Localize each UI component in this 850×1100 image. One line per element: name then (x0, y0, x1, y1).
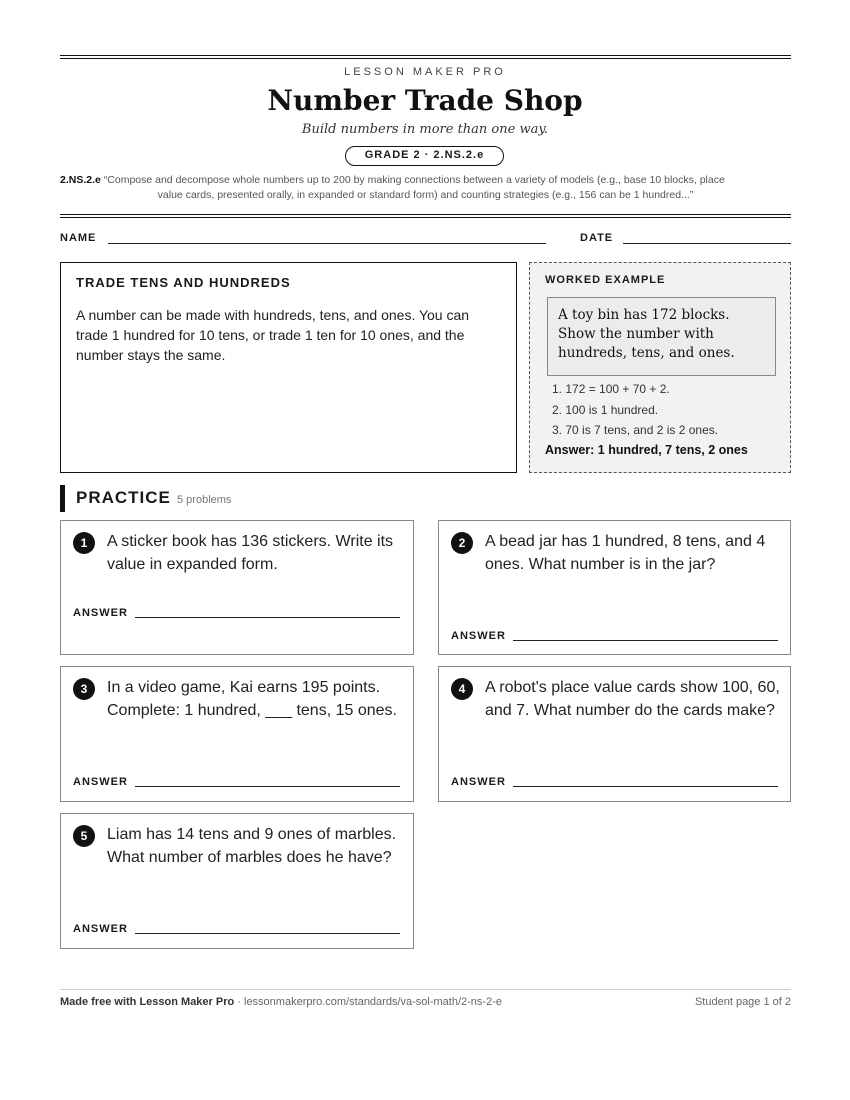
problem-card-4 (438, 666, 791, 802)
answer-line-1[interactable] (135, 617, 400, 618)
answer-label: ANSWER (73, 607, 128, 619)
problem-text: A bead jar has 1 hundred, 8 tens, and 4 ones. What number is in the jar? (485, 533, 766, 573)
answer-line-3[interactable] (135, 786, 400, 787)
problem-text: Liam has 14 tens and 9 ones of marbles. What number of marbles does he have? (107, 826, 397, 866)
standard-description (60, 173, 791, 203)
worked-example-problem: A toy bin has 172 blocks. Show the number with hundreds, tens, and ones. (547, 297, 776, 376)
concept-box (60, 262, 517, 473)
standard-code: 2.NS.2.e (60, 174, 101, 186)
worked-example-steps (552, 379, 718, 441)
worked-step: 3. 70 is 7 tens, and 2 is 2 ones. (552, 423, 719, 437)
footer-credit (60, 996, 502, 1008)
practice-count: 5 problems (177, 494, 232, 506)
date-label: DATE (580, 232, 614, 244)
problem-number-badge: 5 (73, 825, 95, 847)
brand-label: LESSON MAKER PRO (344, 66, 506, 78)
problem-card-1 (60, 520, 414, 655)
problem-text: A robot's place value cards show 100, 60, and 7. What number do the cards make? (485, 679, 780, 719)
problem-number-badge: 4 (451, 678, 473, 700)
answer-label: ANSWER (73, 776, 128, 788)
date-field[interactable] (623, 243, 791, 244)
problem-text: In a video game, Kai earns 195 points. Complete: 1 hundred, ___ tens, 15 ones. (107, 679, 397, 719)
header-bottom-double-rule (60, 214, 791, 218)
standard-text-line-1: “Compose and decompose whole numbers up to 200 by making connections between a variety of models (e.g., base 10 blocks, place (103, 174, 725, 186)
worked-example-box (529, 262, 791, 473)
name-label: NAME (60, 232, 97, 244)
problem-number-badge: 3 (73, 678, 95, 700)
problem-text: A sticker book has 136 stickers. Write its value in expanded form. (107, 533, 394, 573)
worked-example-heading: WORKED EXAMPLE (545, 274, 666, 286)
problem-number-badge: 2 (451, 532, 473, 554)
worked-example-answer: Answer: 1 hundred, 7 tens, 2 ones (545, 443, 748, 457)
worked-step: 2. 100 is 1 hundred. (552, 402, 659, 417)
answer-line-2[interactable] (513, 640, 778, 641)
problem-number-badge: 1 (73, 532, 95, 554)
name-field[interactable] (108, 243, 546, 244)
answer-line-5[interactable] (135, 933, 400, 934)
answer-line-4[interactable] (513, 786, 778, 787)
practice-accent-bar (60, 485, 65, 512)
answer-label: ANSWER (451, 630, 506, 642)
concept-body: A number can be made with hundreds, tens, and ones. You can trade 1 hundred for 10 tens, or trade 1 ten for 10 ones, and the number stays the same. (76, 307, 470, 363)
answer-label: ANSWER (451, 776, 506, 788)
concept-heading: TRADE TENS AND HUNDREDS (76, 275, 291, 290)
top-double-rule (60, 55, 791, 59)
footer-link[interactable]: · lessonmakerpro.com/standards/va-sol-math/2-ns-2-e (234, 996, 502, 1008)
worked-step: 1. 172 = 100 + 70 + 2. (552, 382, 670, 396)
answer-label: ANSWER (73, 923, 128, 935)
footer-made-with: Made free with Lesson Maker Pro (60, 996, 235, 1008)
footer-divider (60, 989, 791, 990)
page-subtitle: Build numbers in more than one way. (301, 122, 549, 137)
problem-card-5 (60, 813, 414, 949)
page-title: Number Trade Shop (267, 84, 583, 117)
problem-card-2 (438, 520, 791, 655)
page-number: Student page 1 of 2 (694, 996, 791, 1008)
standard-text-line-2: value cards, presented orally, in expanded or standard form) and counting strategies (e.g., 156 can be 1 hundred...” (157, 189, 694, 201)
grade-standard-badge: GRADE 2 · 2.NS.2.e (345, 146, 504, 166)
problem-card-3 (60, 666, 414, 802)
practice-heading: PRACTICE (76, 488, 171, 507)
